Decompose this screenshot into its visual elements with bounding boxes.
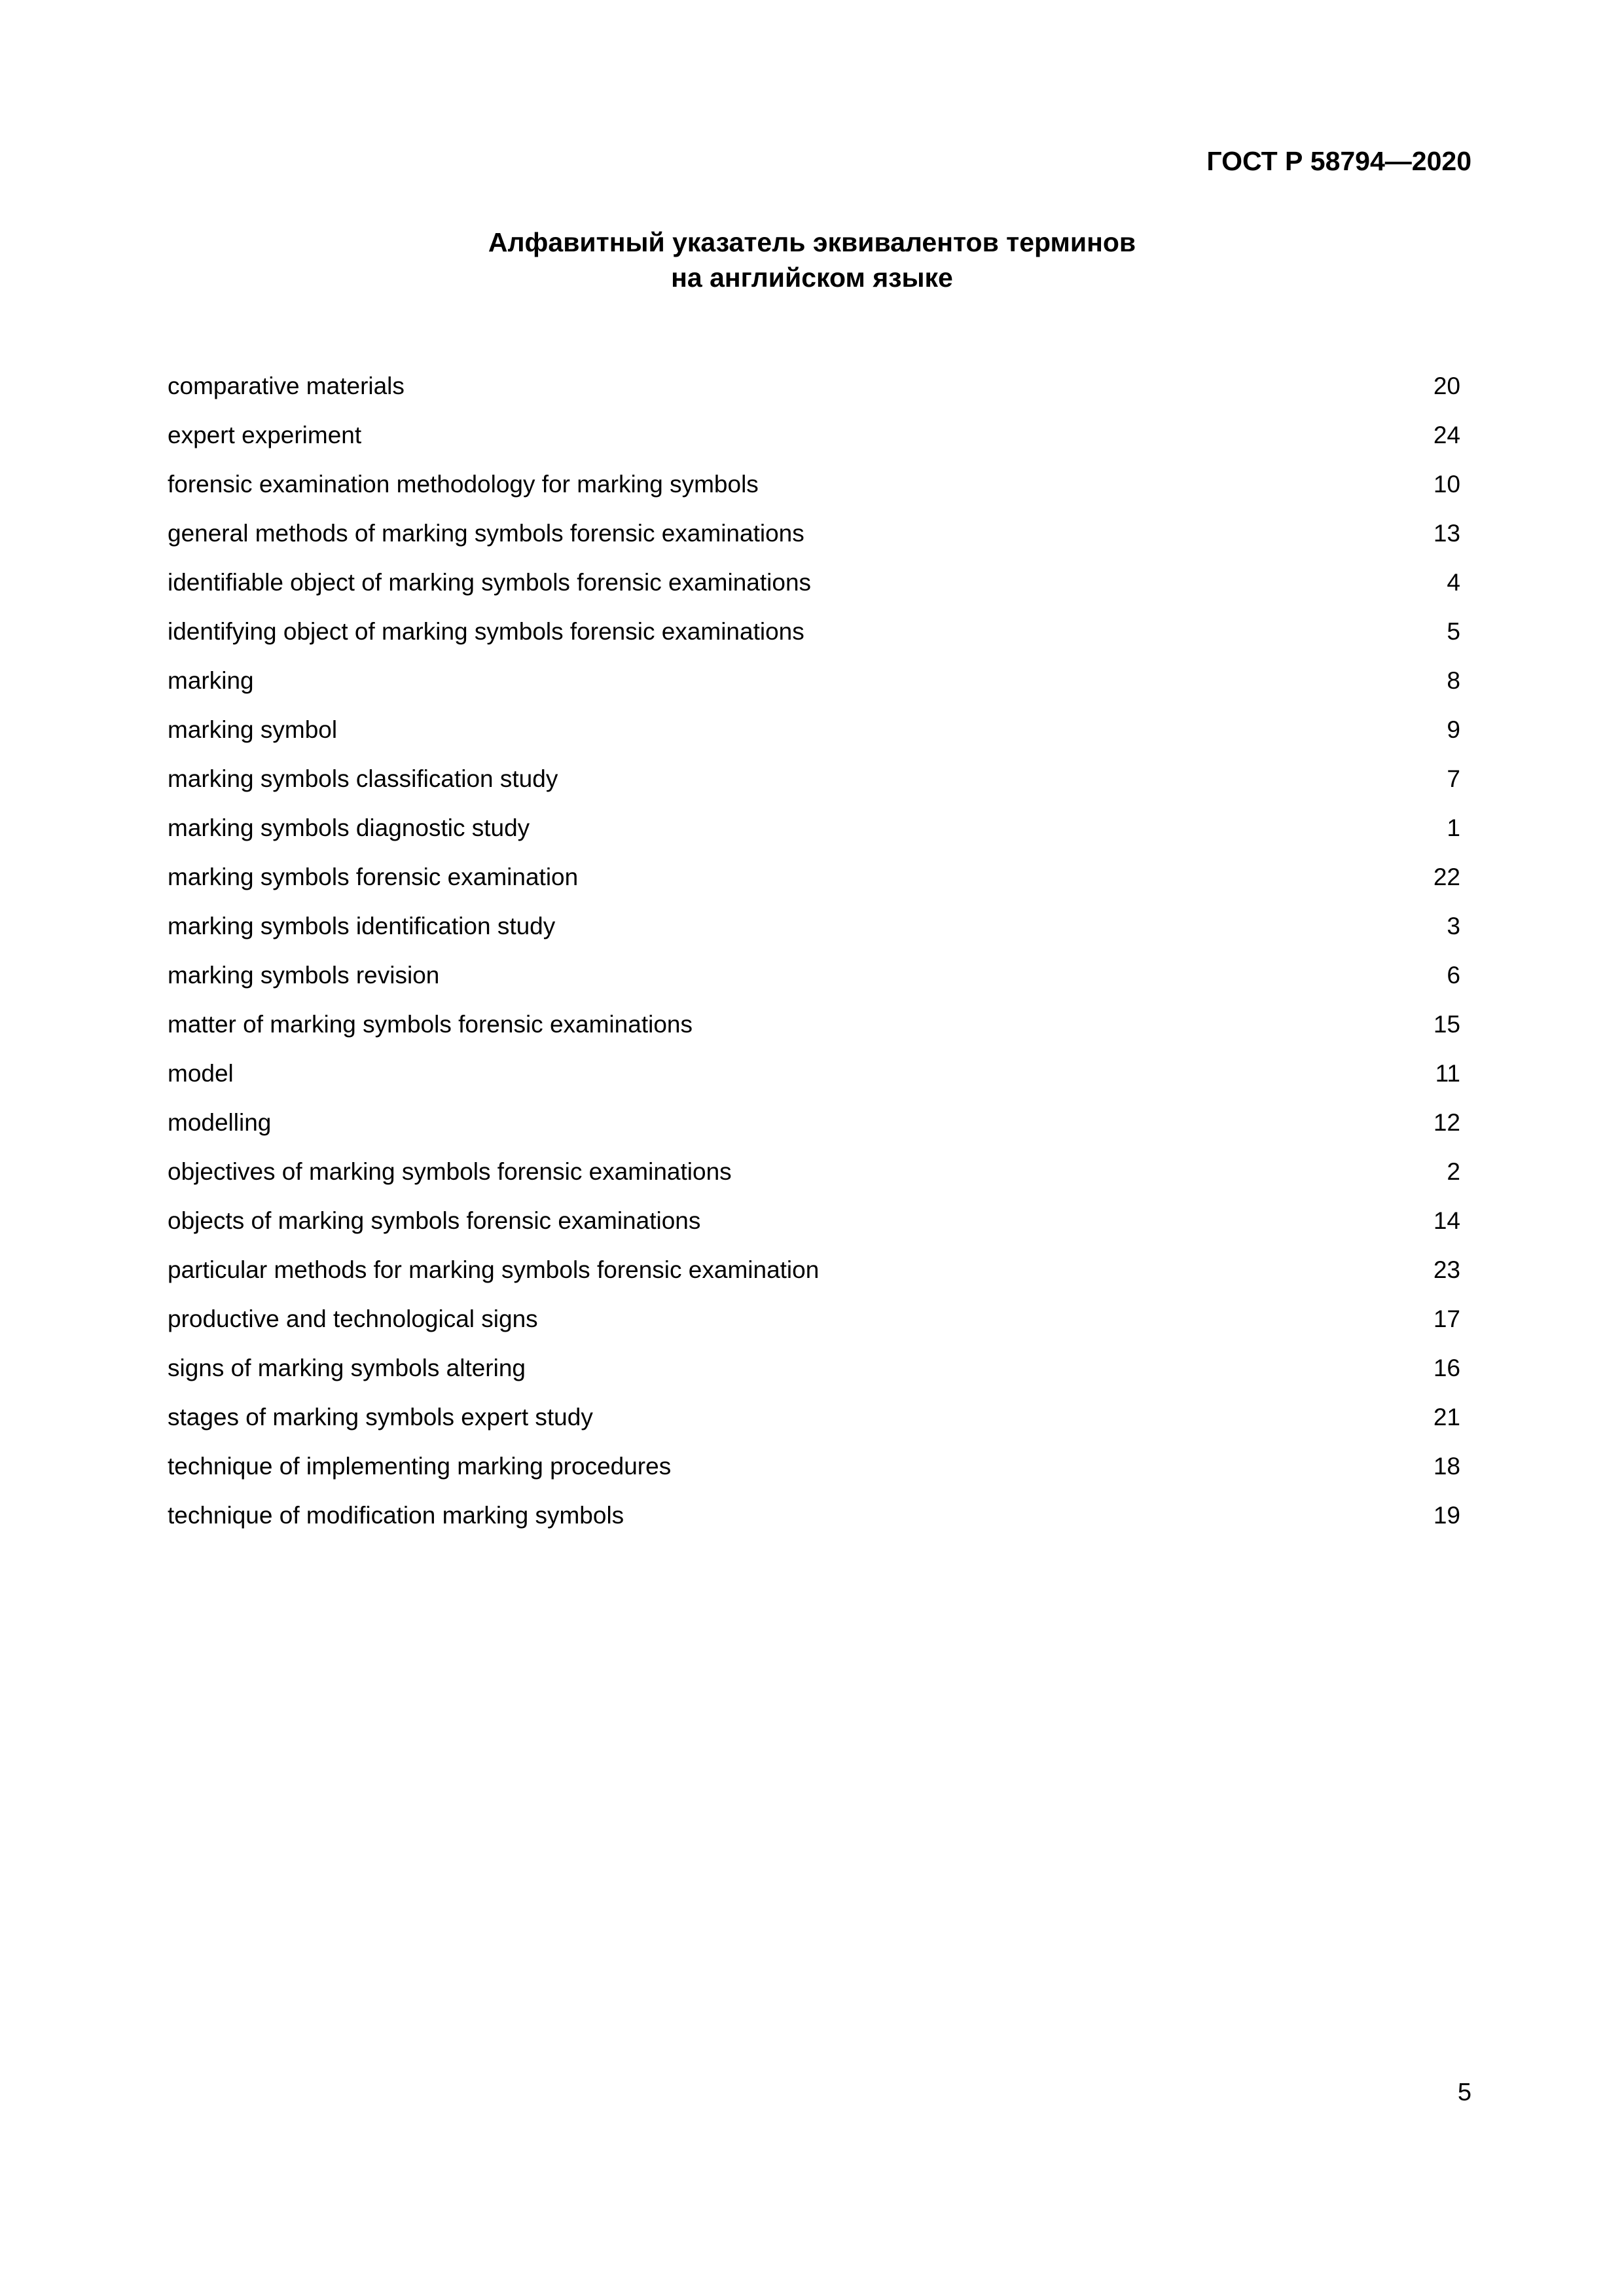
index-row [168,614,1460,663]
index-term: general methods of marking symbols forensic examinations [168,520,804,547]
index-row [168,712,1460,761]
index-row [168,516,1460,565]
index-number: 20 [1433,373,1460,399]
page-number: 5 [1457,2079,1471,2106]
index-row [168,1007,1460,1056]
index-number: 3 [1447,913,1460,939]
index-term: signs of marking symbols altering [168,1355,526,1381]
index-number: 16 [1433,1355,1460,1381]
index-number: 1 [1447,814,1460,841]
index-row [168,1302,1460,1351]
index-term: model [168,1060,234,1087]
index-row [168,369,1460,418]
index-number: 2 [1447,1158,1460,1185]
index-row [168,565,1460,614]
index-row [168,418,1460,467]
index-number: 14 [1433,1207,1460,1234]
index-row [168,1400,1460,1449]
index-number: 23 [1433,1256,1460,1283]
index-term: objects of marking symbols forensic examinations [168,1207,701,1234]
index-number: 4 [1447,569,1460,596]
index-row [168,761,1460,811]
index-term: identifying object of marking symbols forensic examinations [168,618,804,645]
index-number: 18 [1433,1453,1460,1480]
index-number: 13 [1433,520,1460,547]
term-index-list [168,369,1460,1547]
index-number: 6 [1447,962,1460,989]
index-number: 8 [1447,667,1460,694]
index-number: 7 [1447,765,1460,792]
index-term: forensic examination methodology for marking symbols [168,471,759,498]
index-term: marking symbols classification study [168,765,558,792]
index-number: 15 [1433,1011,1460,1038]
index-term: marking symbols revision [168,962,440,989]
index-number: 22 [1433,864,1460,890]
index-row [168,1498,1460,1547]
index-term: comparative materials [168,373,405,399]
index-number: 24 [1433,422,1460,448]
index-term: particular methods for marking symbols forensic examination [168,1256,820,1283]
index-term: marking symbol [168,716,338,743]
index-number: 10 [1433,471,1460,498]
index-term: objectives of marking symbols forensic examinations [168,1158,732,1185]
index-term: marking symbols forensic examination [168,864,579,890]
document-code: ГОСТ Р 58794—2020 [1206,146,1471,176]
index-row [168,467,1460,516]
index-row [168,663,1460,712]
index-term: stages of marking symbols expert study [168,1404,593,1430]
index-number: 9 [1447,716,1460,743]
index-row [168,1203,1460,1252]
index-row [168,958,1460,1007]
index-row [168,860,1460,909]
index-number: 17 [1433,1305,1460,1332]
index-term: identifiable object of marking symbols forensic examinations [168,569,812,596]
index-number: 21 [1433,1404,1460,1430]
index-row [168,1154,1460,1203]
index-row [168,1351,1460,1400]
page-title [0,225,1624,295]
index-term: expert experiment [168,422,362,448]
index-term: modelling [168,1109,272,1136]
index-number: 12 [1433,1109,1460,1136]
index-number: 19 [1433,1502,1460,1529]
index-number: 11 [1435,1060,1460,1087]
index-term: technique of implementing marking procedures [168,1453,672,1480]
index-number: 5 [1447,618,1460,645]
index-term: marking symbols diagnostic study [168,814,530,841]
index-row [168,811,1460,860]
index-term: marking [168,667,254,694]
index-row [168,1105,1460,1154]
index-term: technique of modification marking symbols [168,1502,624,1529]
index-row [168,909,1460,958]
page-title-line-2: на английском языке [671,263,953,293]
page-title-line-1: Алфавитный указатель эквивалентов терминов [488,227,1136,257]
index-term: productive and technological signs [168,1305,538,1332]
index-term: matter of marking symbols forensic examinations [168,1011,693,1038]
index-row [168,1056,1460,1105]
index-row [168,1449,1460,1498]
index-row [168,1252,1460,1302]
index-term: marking symbols identification study [168,913,556,939]
